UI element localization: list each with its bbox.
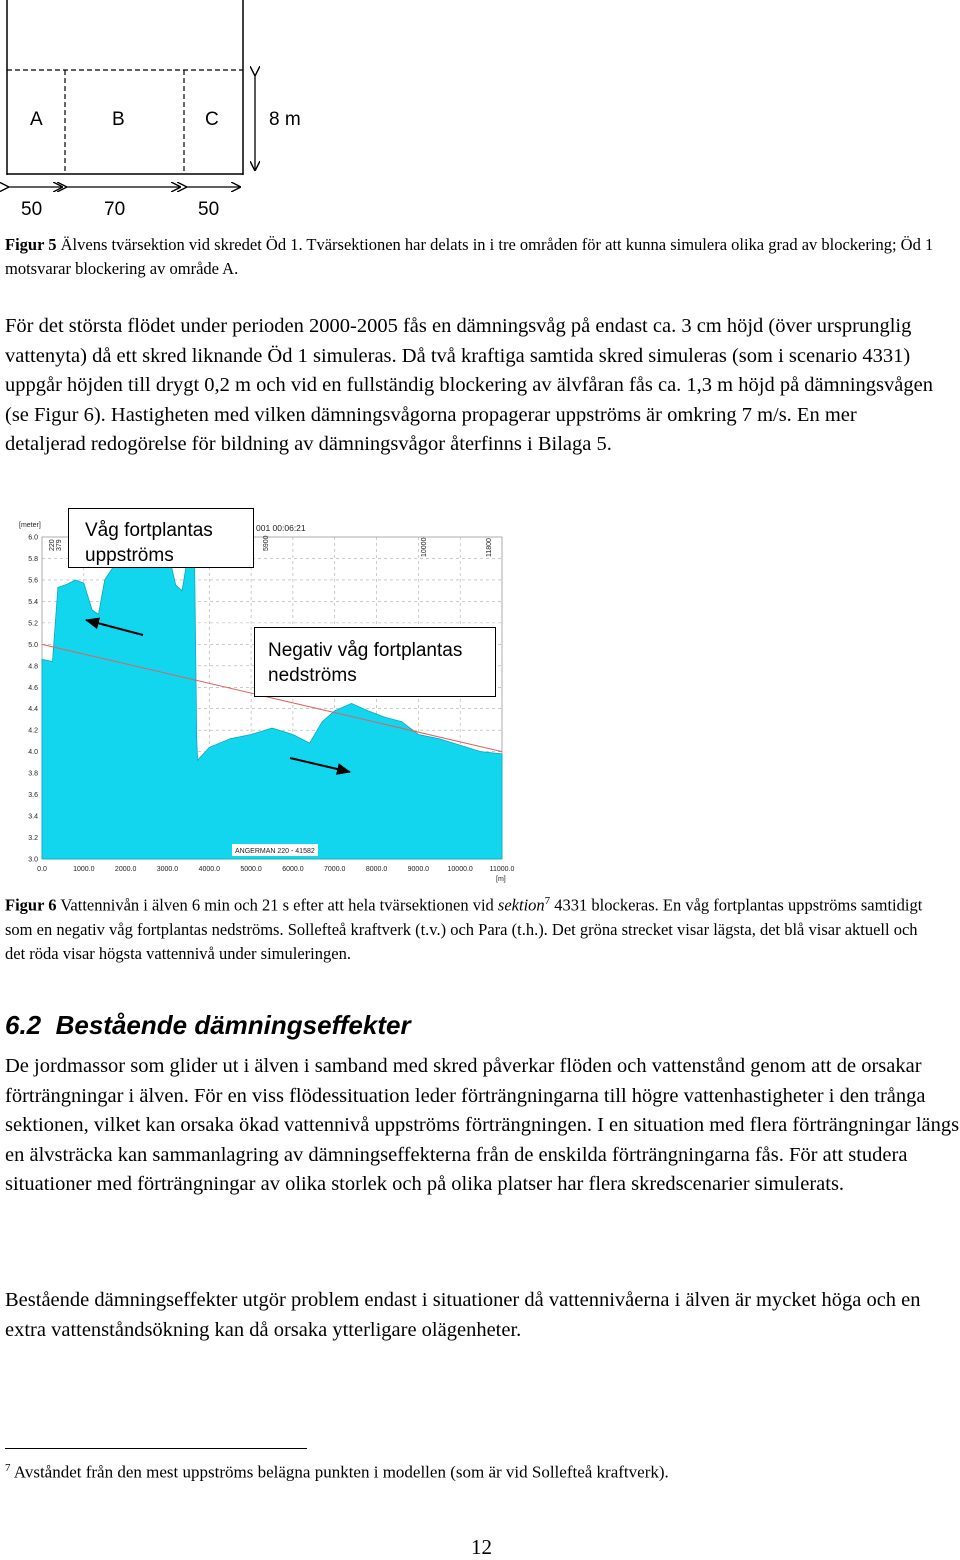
y-tick-label: 3.8 (28, 770, 38, 778)
zone-label-a: A (30, 109, 43, 130)
x-tick-label: 5000.0 (240, 866, 262, 873)
x-tick-label: 9000.0 (407, 866, 430, 873)
footnote-marker: 7 (5, 1462, 11, 1474)
annotation-downstream: Negativ våg fortplantas nedströms (254, 627, 496, 697)
width-label-b: 70 (104, 199, 126, 220)
x-tick-label: 10000.0 (447, 866, 473, 873)
page-number: 12 (471, 1535, 492, 1559)
y-tick-label: 5.2 (28, 620, 38, 628)
figure5-caption-text: Älvens tvärsektion vid skredet Öd 1. Tvärsektionen har delats in i tre områden för att kunna simulera olika grad av blockering; Öd 1 motsvarar blockering av område A. (5, 235, 934, 278)
y-tick-label: 6.0 (28, 534, 38, 542)
x-tick-label: 0.0 (37, 866, 47, 873)
zone-label-c: C (205, 109, 219, 130)
top-label-220: 220 (49, 539, 56, 551)
y-tick-label: 5.0 (28, 641, 38, 649)
zone-label-b: B (112, 109, 125, 130)
section-number: 6.2 (5, 1010, 42, 1040)
x-tick-label: 3000.0 (156, 866, 179, 873)
section-heading (5, 1010, 411, 1041)
y-tick-label: 3.4 (28, 813, 38, 821)
footnote-text: Avståndet från den mest uppströms belägna punkten i modellen (som är vid Sollefteå kraftverk). (10, 1462, 669, 1482)
top-label-11800: 11800 (486, 538, 493, 557)
figure5-caption (5, 233, 940, 281)
footnote (5, 1462, 940, 1483)
x-tick-label: 7000.0 (324, 866, 346, 873)
x-tick-label: 1000.0 (73, 866, 95, 873)
water-level-chart (0, 515, 520, 885)
x-tick-label: 2000.0 (114, 866, 137, 873)
chart-time-label: 001 00:06:21 (256, 523, 306, 533)
figure6-caption-label: Figur 6 (5, 895, 57, 915)
y-tick-label: 4.0 (28, 749, 38, 757)
section-title: Bestående dämningseffekter (55, 1010, 411, 1040)
y-tick-label: 5.4 (28, 598, 38, 606)
y-tick-label: 3.6 (28, 792, 38, 800)
footnote-ref: 7 (544, 895, 551, 907)
paragraph-1: För det största flödet under perioden 2000-2005 fås en dämningsvåg på endast ca. 3 cm höjd (över ursprunglig vattenyta) då ett skred liknande Öd 1 simuleras. Då två kraftiga samtida skred simuleras (som i scenario 4331) uppgår höjden till drygt 0,2 m och vid en fullständig blockering av älvfåran fås ca. 1,3 m höjd på dämningsvågen (se Figur 6). Hastigheten med vilken dämningsvågorna propagerar uppströms är omkring 7 m/s. En mer detaljerad redogörelse för bildning av dämningsvågor återfinns i Bilaga 5. (5, 315, 933, 455)
annotation-upstream: Våg fortplantas uppströms (68, 508, 254, 568)
y-tick-label: 4.6 (28, 684, 38, 692)
width-label-a: 50 (21, 199, 43, 220)
top-label-5900: 5900 (263, 535, 270, 551)
top-label-379: 379 (56, 539, 63, 551)
chart-xlabel: [m] (496, 876, 506, 883)
x-tick-label: 6000.0 (282, 866, 304, 873)
x-tick-label: 8000.0 (365, 866, 388, 873)
x-tick-label: 4000.0 (198, 866, 220, 873)
y-tick-label: 5.6 (28, 577, 38, 585)
width-label-c: 50 (198, 199, 220, 220)
top-label-10000: 10000 (421, 537, 428, 557)
chart-ylabel: [meter] (19, 522, 41, 529)
paragraph-2: De jordmassor som glider ut i älven i samband med skred påverkar flöden och vattenstånd genom att de orsakar förträngningar i älven. För en viss flödessituation leder förträngningarna till högre vattenhastigheter i den trånga sektionen, vilket kan orsaka ökad vattennivå uppströms förträngningen. I en situation med flera förträngningar längs en älvsträcka kan sammanlagring av dämningseffekterna från de enskilda förträngningarna fås. För att studera situationer med förträngningar av olika storlek och på olika platser har flera skredscenarier simulerats. (5, 1055, 960, 1195)
paragraph-3: Bestående dämningseffekter utgör problem endast i situationer då vattennivåerna i älven är mycket höga och en extra vattenståndsökning kan då orsaka ytterligare olägenheter. (5, 1289, 921, 1341)
x-tick-label: 11000.0 (489, 866, 515, 873)
height-label: 8 m (269, 109, 301, 130)
y-tick-label: 4.4 (28, 706, 38, 714)
y-tick-label: 3.0 (28, 856, 38, 864)
y-tick-label: 5.8 (28, 555, 38, 563)
y-tick-label: 4.2 (28, 727, 38, 735)
y-tick-label: 3.2 (28, 835, 38, 843)
figure5-caption-label: Figur 5 (5, 235, 57, 254)
river-label: ANGERMAN 220 - 41582 (235, 848, 315, 855)
figure6-caption: Figur 6 Vattennivån i älven 6 min och 21 s efter att hela tvärsektionen vid sektion$^7$ 4331 blockeras. En våg fortplantas uppströms samtidigt som en negativ våg fortplantas nedströms. Sollefteå kraftverk (t.v.) och Para (t.h.). Det gröna strecket visar lägsta, det blå visar aktuell och det röda visar högsta vattennivå under simuleringen. (5, 895, 923, 963)
y-tick-label: 4.8 (28, 663, 38, 671)
footnote-rule (5, 1448, 307, 1449)
